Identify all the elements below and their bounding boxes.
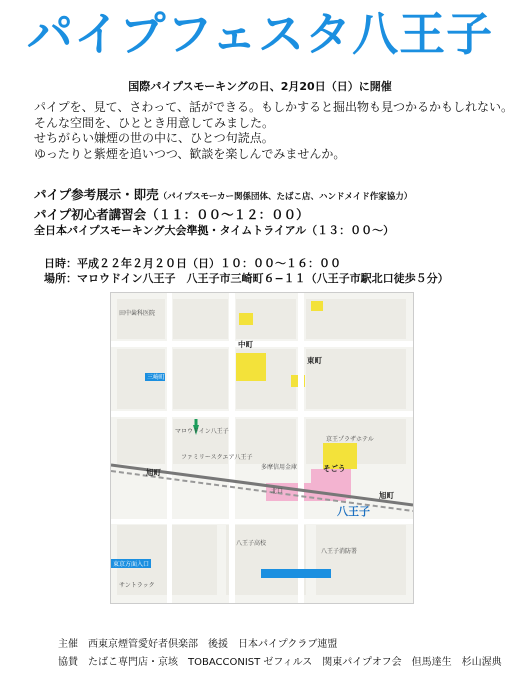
map-label-hayashi: 八王子高校 — [236, 540, 267, 547]
intro-text — [34, 100, 514, 162]
map-label-station: 八王子 — [337, 505, 370, 518]
intro-line: パイプを、見て、さわって、話ができる。もしかすると掘出物も見つかるかもしれない。 — [34, 100, 514, 114]
map-label-mitsui: 三崎町 — [147, 374, 166, 381]
map-label-tanaka: 田中歯科医院 — [119, 310, 156, 317]
coop-label: 協賛 — [58, 657, 78, 668]
map-label-asahi-right: 旭町 — [379, 491, 394, 500]
support-label: 後援 — [208, 639, 228, 650]
credits — [58, 636, 518, 672]
coop-names: たばこ専門店・京垓 TOBACCONIST ゼフィルス 関東パイプオフ会 但馬達生 杉山渥典 — [88, 657, 502, 668]
program-seminar: パイプ初心者講習会（１１：００〜１２：００） — [34, 207, 309, 222]
map-building-yellow — [236, 353, 266, 381]
map-svg — [111, 293, 413, 603]
event-place: 場所：マロウドイン八王子 八王子市三崎町６−１１（八王子市駅北口徒歩５分） — [44, 272, 449, 285]
program-trial: 全日本パイプスモーキング大会準拠・タイムトライアル（１３：００〜） — [34, 224, 395, 237]
intro-line: せちがらい嫌煙の世の中に、ひとつ句読点。 — [34, 131, 274, 145]
map-route-bar — [261, 569, 331, 578]
program-exhibit — [34, 186, 514, 206]
credits-coop-line — [58, 654, 518, 672]
map-label-asahi-left: 旭町 — [146, 468, 161, 477]
exhibit-label: パイプ参考展示・即売 — [34, 187, 159, 202]
map-building-yellow — [311, 301, 323, 311]
program-section — [34, 186, 514, 239]
map-building-yellow — [239, 313, 253, 325]
intro-line: ゆったりと紫煙を追いつつ、歓談を楽しんでみませんか。 — [34, 146, 346, 161]
credits-host-line — [58, 636, 518, 654]
event-title: パイプフェスタ八王子 — [26, 7, 494, 61]
intro-line: そんな空間を、ひととき用意してみました。 — [34, 115, 275, 130]
access-map — [110, 292, 414, 604]
map-label-family: ファミリースクエア八王子 — [181, 454, 253, 461]
map-label-naka: 中町 — [238, 340, 253, 349]
event-info — [44, 256, 514, 286]
host-name: 西東京煙管愛好者倶楽部 — [88, 639, 198, 650]
event-subtitle: 国際パイプスモーキングの日、2月20日（日）に開催 — [128, 80, 392, 93]
map-label-marroad: マロウドイン八王子 — [175, 428, 229, 435]
map-label-fire: 八王子消防署 — [321, 548, 358, 555]
map-label-tamagin: 多摩信用金庫 — [261, 464, 298, 471]
event-date: 日時：平成２２年２月２０日（日）１０：００〜１６：００ — [44, 257, 341, 270]
map-label-kyoo: 京王プラザホテル — [326, 436, 374, 443]
support-name: 日本パイプクラブ連盟 — [238, 639, 338, 650]
map-label-higashi: 東町 — [307, 356, 322, 365]
map-label-sunroad: サントラック — [119, 582, 155, 589]
host-label: 主催 — [58, 639, 78, 650]
exhibit-note: （パイプスモーカー関係団体、たばこ店、ハンドメイド作家協力） — [158, 192, 413, 202]
map-label-sogo: そごう — [323, 464, 346, 473]
map-label-exit-main: 東京方面入口 — [113, 561, 150, 568]
map-label-north: 北口 — [271, 488, 284, 495]
